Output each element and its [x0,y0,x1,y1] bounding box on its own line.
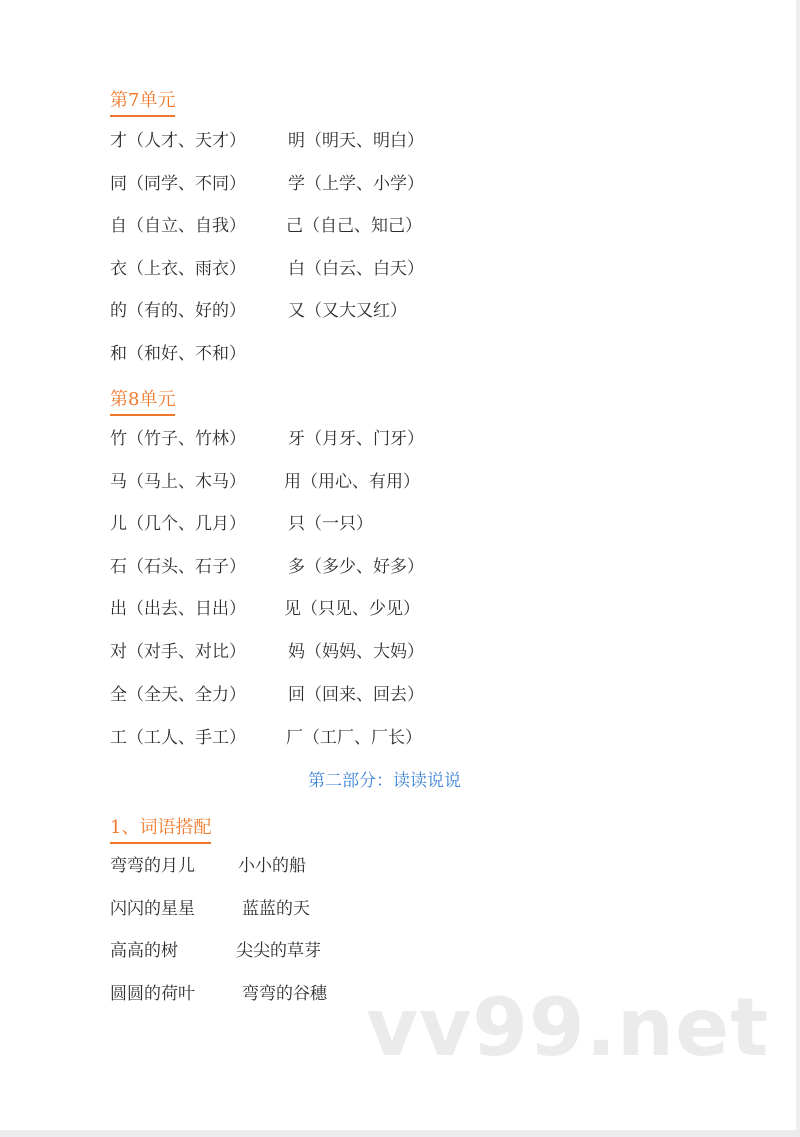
unit8-row-1-left: 竹（竹子、竹林） [110,429,246,449]
phrase-row-2-left: 闪闪的星星 [110,899,195,919]
unit8-row-2-left: 马（马上、木马） [110,472,246,492]
phrases-heading: 1、词语搭配 [110,817,211,844]
unit8-row-8-right: 厂（工厂、厂长） [286,728,422,748]
unit8-row-3-left: 儿（几个、几月） [110,514,246,534]
unit7-row-2-right: 学（上学、小学） [288,174,424,194]
watermark: vv99.net [366,981,770,1074]
phrase-row-3-right: 尖尖的草芽 [236,941,321,961]
unit7-heading: 第7单元 [110,90,175,117]
phrase-row-1-left: 弯弯的月儿 [110,856,195,876]
unit8-row-1-right: 牙（月牙、门牙） [288,429,424,449]
unit8-row-4-left: 石（石头、石子） [110,557,246,577]
phrase-row-1-right: 小小的船 [238,856,306,876]
unit8-row-3-right: 只（一只） [288,514,373,534]
page-bottom-edge [0,1130,800,1137]
page-right-edge [796,0,800,1137]
part2-title: 第二部分：读读说说 [308,771,461,791]
phrase-row-4-left: 圆圆的荷叶 [110,984,195,1004]
unit8-row-6-right: 妈（妈妈、大妈） [288,642,424,662]
unit8-row-6-left: 对（对手、对比） [110,642,246,662]
unit8-row-5-right: 见（只见、少见） [284,599,420,619]
phrase-row-4-right: 弯弯的谷穗 [242,984,327,1004]
unit8-row-7-right: 回（回来、回去） [288,685,424,705]
unit7-row-5-right: 又（又大又红） [288,301,407,321]
unit7-row-2-left: 同（同学、不同） [110,174,246,194]
unit7-row-3-left: 自（自立、自我） [110,216,246,236]
unit8-row-8-left: 工（工人、手工） [110,728,246,748]
unit7-row-1-left: 才（人才、天才） [110,131,246,151]
phrase-row-3-left: 高高的树 [110,941,178,961]
unit7-row-4-left: 衣（上衣、雨衣） [110,259,246,279]
unit8-row-5-left: 出（出去、日出） [110,599,246,619]
unit7-row-4-right: 白（白云、白天） [288,259,424,279]
unit7-row-1-right: 明（明天、明白） [288,131,424,151]
unit8-row-7-left: 全（全天、全力） [110,685,246,705]
unit7-row-5-left: 的（有的、好的） [110,301,246,321]
unit8-row-4-right: 多（多少、好多） [288,557,424,577]
unit8-heading: 第8单元 [110,389,175,416]
unit8-row-2-right: 用（用心、有用） [284,472,420,492]
unit7-row-3-right: 己（自己、知己） [286,216,422,236]
phrase-row-2-right: 蓝蓝的天 [242,899,310,919]
unit7-row-6-left: 和（和好、不和） [110,344,246,364]
